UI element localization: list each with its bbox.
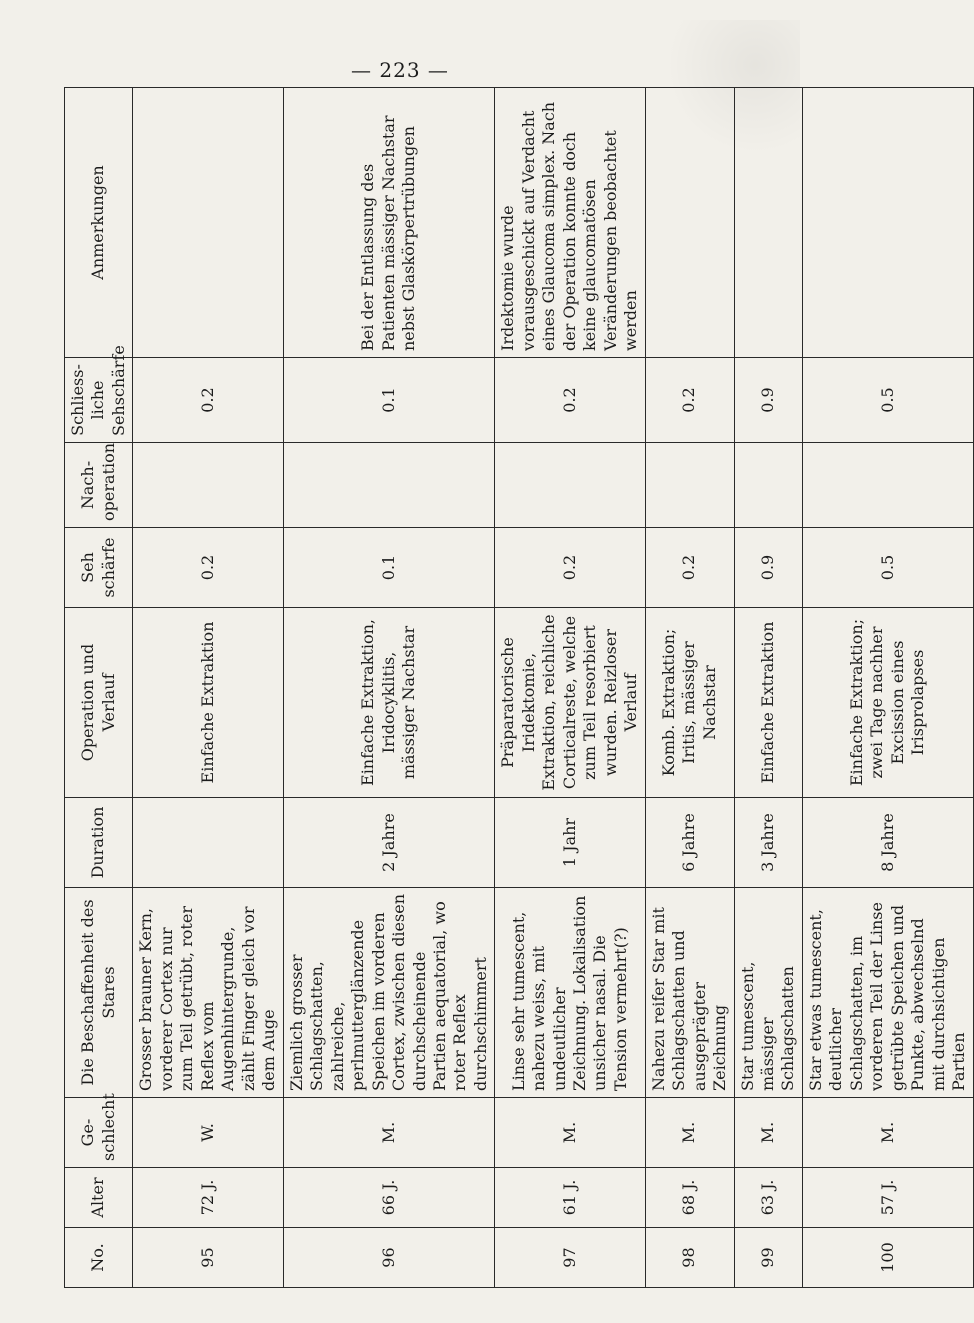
cell-no: 98	[645, 1228, 734, 1288]
header-duration: Duration	[65, 798, 133, 888]
cell-nachoperation	[495, 443, 645, 528]
header-row	[65, 88, 133, 1288]
header-anmerkungen: Anmerkungen	[65, 88, 133, 358]
table-row	[802, 88, 973, 1288]
cell-beschaffenheit: Nahezu reifer Star mit Schlagschatten und ausgeprägter Zeichnung	[645, 888, 734, 1098]
cell-geschlecht: M.	[495, 1098, 645, 1168]
cell-beschaffenheit: Grosser brauner Kern, vorderer Cortex nur zum Teil getrübt, roter Reflex vom Augenhintergrunde, zählt Finger gleich vor dem Auge	[133, 888, 283, 1098]
cell-alter: 66 J.	[283, 1168, 495, 1228]
cell-sehschaerfe: 0.2	[645, 528, 734, 608]
header-geschlecht: Ge-schlecht	[65, 1098, 133, 1168]
cell-beschaffenheit: Star etwas tumescent, deutlicher Schlagschatten, im vorderen Teil der Linse getrübte Speichen und Punkte, abwechselnd mit durchsichtigen Partien	[802, 888, 973, 1098]
cell-duration	[133, 798, 283, 888]
cell-operation: Präparatorische Iridektomie, Extraktion, reichliche Corticalreste, welche zum Teil resorbiert wurden. Reizloser Verlauf	[495, 608, 645, 798]
cell-anmerkungen	[645, 88, 734, 358]
cell-geschlecht: M.	[645, 1098, 734, 1168]
header-no: No.	[65, 1228, 133, 1288]
cell-nachoperation	[283, 443, 495, 528]
cell-duration: 1 Jahr	[495, 798, 645, 888]
table-row	[133, 88, 283, 1288]
cell-sehschaerfe: 0.2	[495, 528, 645, 608]
cell-geschlecht: M.	[802, 1098, 973, 1168]
cell-alter: 72 J.	[133, 1168, 283, 1228]
cell-sehschaerfe: 0.5	[802, 528, 973, 608]
cell-schliess: 0.2	[645, 358, 734, 443]
cell-no: 100	[802, 1228, 973, 1288]
cell-duration: 6 Jahre	[645, 798, 734, 888]
cell-nachoperation	[645, 443, 734, 528]
cell-schliess: 0.1	[283, 358, 495, 443]
cell-beschaffenheit: Linse sehr tumescent, nahezu weiss, mit undeutlicher Zeichnung. Lokalisation unsicher nasal. Die Tension vermehrt(?)	[495, 888, 645, 1098]
header-sehschaerfe: Seh schärfe	[65, 528, 133, 608]
cell-no: 97	[495, 1228, 645, 1288]
table-row	[495, 88, 645, 1288]
header-alter: Alter	[65, 1168, 133, 1228]
cell-geschlecht: M.	[283, 1098, 495, 1168]
table-row	[645, 88, 734, 1288]
cell-nachoperation	[133, 443, 283, 528]
cell-nachoperation	[734, 443, 802, 528]
cataract-case-table	[64, 87, 974, 1288]
table-row	[734, 88, 802, 1288]
cell-alter: 61 J.	[495, 1168, 645, 1228]
header-nachoperation: Nach-operation	[65, 443, 133, 528]
cell-sehschaerfe: 0.9	[734, 528, 802, 608]
cell-no: 95	[133, 1228, 283, 1288]
cell-geschlecht: M.	[734, 1098, 802, 1168]
cell-schliess: 0.5	[802, 358, 973, 443]
cell-anmerkungen: Bei der Entlassung des Patienten mässiger Nachstar nebst Glaskörpertrübungen	[283, 88, 495, 358]
page-number: — 223 —	[351, 58, 449, 82]
header-beschaffenheit: Die Beschaffenheit des Stares	[65, 888, 133, 1098]
header-schliess: Schliess-liche Sehschärfe	[65, 358, 133, 443]
cell-sehschaerfe: 0.1	[283, 528, 495, 608]
cell-schliess: 0.2	[133, 358, 283, 443]
cell-geschlecht: W.	[133, 1098, 283, 1168]
cell-nachoperation	[802, 443, 973, 528]
cell-duration: 8 Jahre	[802, 798, 973, 888]
cell-anmerkungen: Irdektomie wurde vorausgeschickt auf Verdacht eines Glaucoma simplex. Nach der Operation konnte doch keine glaucomatösen Veränderungen beobachtet werden	[495, 88, 645, 358]
cell-no: 99	[734, 1228, 802, 1288]
cell-anmerkungen	[133, 88, 283, 358]
table-row	[283, 88, 495, 1288]
header-operation: Operation und Verlauf	[65, 608, 133, 798]
cell-operation: Einfache Extraktion	[734, 608, 802, 798]
cell-alter: 68 J.	[645, 1168, 734, 1228]
cell-sehschaerfe: 0.2	[133, 528, 283, 608]
cell-beschaffenheit: Star tumescent, mässiger Schlagschatten	[734, 888, 802, 1098]
cell-schliess: 0.9	[734, 358, 802, 443]
cell-alter: 57 J.	[802, 1168, 973, 1228]
cell-operation: Komb. Extraktion; Iritis, mässiger Nachstar	[645, 608, 734, 798]
cell-operation: Einfache Extraktion	[133, 608, 283, 798]
cell-anmerkungen	[734, 88, 802, 358]
cell-no: 96	[283, 1228, 495, 1288]
cell-operation: Einfache Extraktion, Iridocyklitis, mässiger Nachstar	[283, 608, 495, 798]
cell-schliess: 0.2	[495, 358, 645, 443]
cell-duration: 3 Jahre	[734, 798, 802, 888]
cell-duration: 2 Jahre	[283, 798, 495, 888]
rotated-table-wrapper	[64, 88, 969, 1288]
cell-alter: 63 J.	[734, 1168, 802, 1228]
cell-beschaffenheit: Ziemlich grosser Schlagschatten, zahlreiche, perlmutterglänzende Speichen im vorderen Cortex, zwischen diesen durchscheinende Partien aequatorial, wo roter Reflex durchschimmert	[283, 888, 495, 1098]
cell-anmerkungen	[802, 88, 973, 358]
cell-operation: Einfache Extraktion; zwei Tage nachher Excission eines Irisprolapses	[802, 608, 973, 798]
